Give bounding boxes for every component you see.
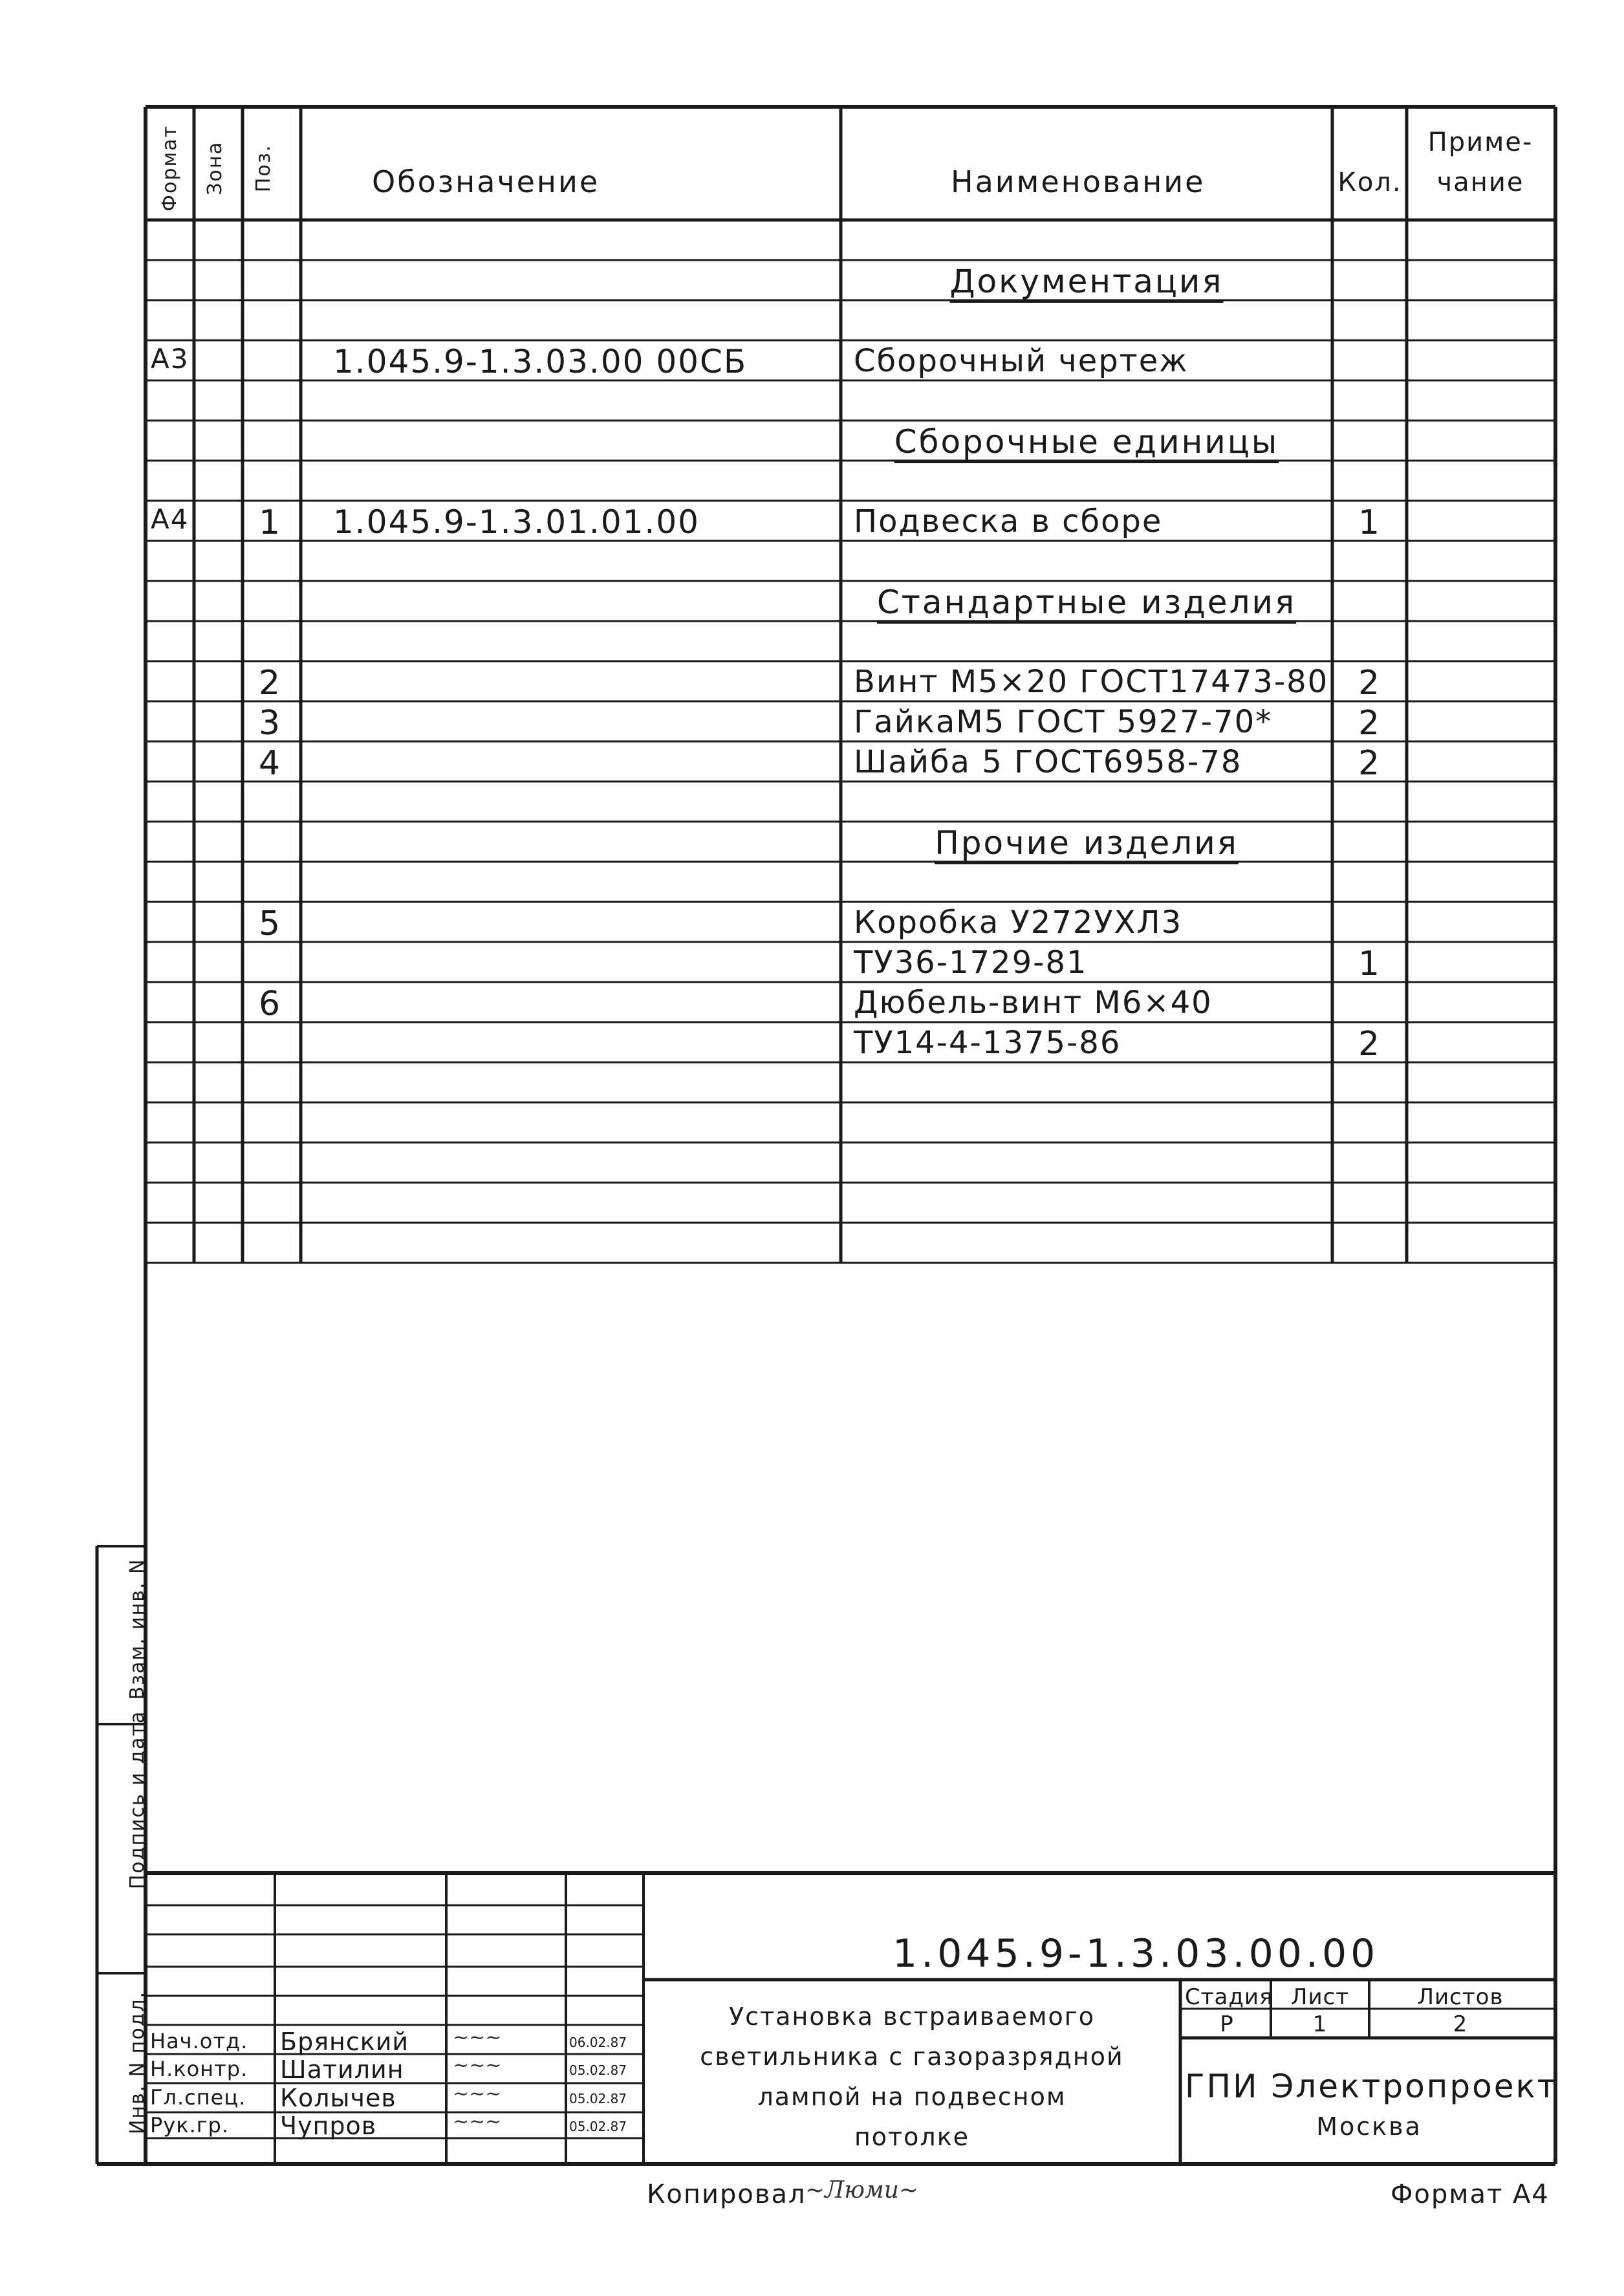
signature-name: Шатилин: [280, 2055, 404, 2084]
signature-name: Брянский: [280, 2028, 409, 2056]
row-name: Шайба 5 ГОСТ6958-78: [854, 744, 1242, 780]
stage-value: Р: [1220, 2011, 1234, 2037]
header-name: Наименование: [951, 164, 1206, 199]
row-section-heading: Стандартные изделия: [876, 584, 1297, 621]
row-designation: 1.045.9-1.3.03.00 00СБ: [333, 343, 748, 380]
row-position: 1: [259, 503, 282, 542]
row-name: Коробка У272УХЛ3: [854, 904, 1183, 941]
signature-role: Гл.спец.: [150, 2085, 246, 2110]
signature-handwritten: ~~~: [453, 2110, 502, 2133]
side-label-inv-orig: Инв. N подл.: [126, 1990, 149, 2135]
signature-date: 05.02.87: [569, 2091, 627, 2106]
row-name: ТУ14-4-1375-86: [854, 1025, 1121, 1061]
header-zone: Зона: [204, 141, 226, 195]
description-line-2: светильника с газоразрядной: [700, 2042, 1124, 2071]
row-section-heading: Сборочные единицы: [894, 423, 1279, 461]
signature-name: Чупров: [280, 2112, 377, 2140]
sheets-value: 2: [1453, 2011, 1468, 2037]
row-format: А3: [151, 343, 189, 375]
row-quantity: 1: [1358, 945, 1381, 983]
signature-date: 05.02.87: [569, 2062, 627, 2078]
row-quantity: 2: [1358, 744, 1381, 783]
city: Москва: [1316, 2112, 1422, 2141]
row-name: Сборочный чертеж: [854, 343, 1189, 379]
row-name: ТУ36-1729-81: [854, 945, 1088, 981]
row-quantity: 2: [1358, 1025, 1381, 1064]
row-name: ГайкаМ5 ГОСТ 5927-70*: [854, 704, 1273, 740]
row-quantity: 1: [1358, 503, 1381, 542]
header-note-line2: чание: [1436, 168, 1524, 197]
row-designation: 1.045.9-1.3.01.01.00: [333, 503, 700, 541]
row-quantity: 2: [1358, 704, 1381, 743]
header-format: Формат: [158, 125, 181, 212]
row-format: А4: [151, 503, 189, 535]
signature-date: 06.02.87: [569, 2035, 627, 2050]
header-pos: Поз.: [252, 144, 275, 193]
stage-label: Стадия: [1185, 1984, 1273, 2010]
row-position: 4: [259, 744, 282, 783]
row-position: 5: [259, 904, 282, 943]
copier-signature: ~Люми~: [805, 2177, 919, 2203]
row-name: Дюбель-винт М6×40: [854, 985, 1213, 1021]
side-label-replace-inv: Взам. инв. N: [126, 1558, 149, 1700]
row-position: 3: [259, 704, 282, 743]
header-qty: Кол.: [1337, 168, 1402, 197]
format-label: Формат А4: [1391, 2180, 1550, 2209]
signature-role: Нач.отд.: [150, 2029, 248, 2053]
signature-handwritten: ~~~: [453, 2083, 502, 2105]
document-number: 1.045.9-1.3.03.00.00: [893, 1931, 1380, 1976]
row-quantity: 2: [1358, 664, 1381, 703]
signature-handwritten: ~~~: [453, 2054, 502, 2077]
side-label-sign-date: Подпись и дата: [126, 1710, 149, 1890]
description-line-4: потолке: [854, 2123, 970, 2151]
signature-role: Рук.гр.: [150, 2113, 230, 2137]
header-note-line1: Приме-: [1427, 127, 1533, 157]
signature-name: Колычев: [280, 2084, 396, 2112]
row-name: Подвеска в сборе: [854, 503, 1163, 540]
description-line-1: Установка встраиваемого: [729, 2002, 1095, 2031]
row-section-heading: Документация: [949, 263, 1224, 300]
organization: ГПИ Электропроект: [1185, 2068, 1558, 2105]
signature-date: 05.02.87: [569, 2119, 627, 2134]
row-section-heading: Прочие изделия: [935, 824, 1239, 862]
row-position: 2: [259, 664, 282, 703]
row-position: 6: [259, 985, 282, 1023]
copied-label: Копировал: [647, 2180, 807, 2209]
sheet-value: 1: [1312, 2011, 1328, 2037]
sheets-label: Листов: [1417, 1984, 1504, 2010]
signature-role: Н.контр.: [150, 2057, 248, 2081]
sheet-label: Лист: [1290, 1984, 1350, 2010]
signature-handwritten: ~~~: [453, 2026, 502, 2049]
description-line-3: лампой на подвесном: [757, 2083, 1066, 2111]
row-name: Винт М5×20 ГОСТ17473-80: [854, 664, 1329, 700]
header-designation: Обозначение: [372, 164, 600, 199]
